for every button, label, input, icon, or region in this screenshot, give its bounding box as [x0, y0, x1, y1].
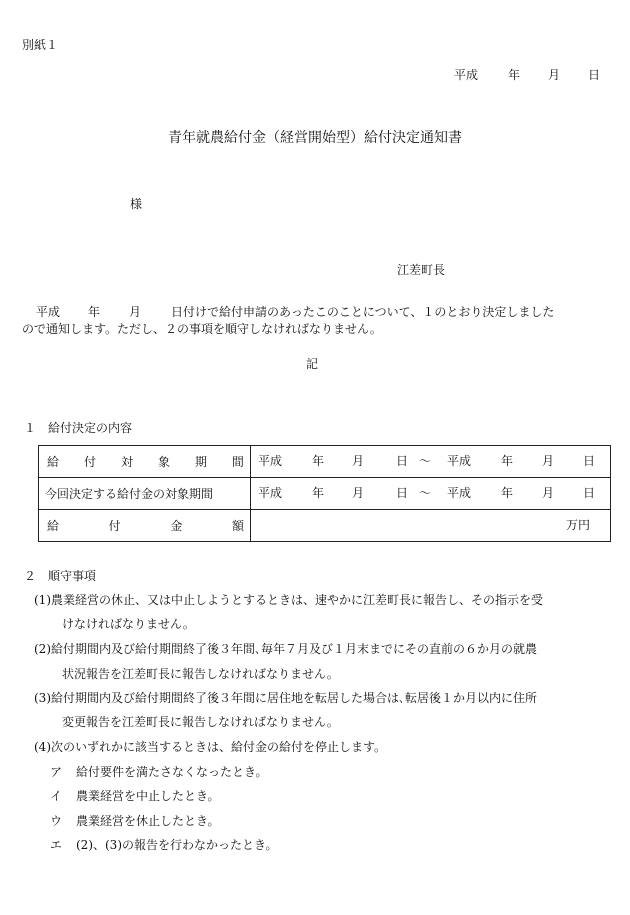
label-char: 付 [108, 518, 121, 533]
compliance-item-1-line1: (1)農業経営の休止、又は中止しようとするときは、速やかに江差町長に報告し、その指示を受 [34, 593, 544, 607]
period-era-start: 平成 [258, 486, 283, 500]
section2-number: ２ [24, 569, 37, 583]
body-year: 年 [88, 305, 101, 319]
body-month: 月 [129, 305, 142, 319]
subitem-a-mark: ア [50, 765, 63, 779]
label-char: 額 [231, 518, 244, 533]
period-era-start: 平成 [258, 454, 283, 468]
table-row [39, 446, 611, 478]
period-year-end: 年 [501, 454, 514, 468]
label-char: 給 [47, 454, 60, 469]
subitem-e-mark: エ [50, 838, 63, 852]
section1-heading: 給付決定の内容 [48, 421, 133, 435]
date-day-label: 日 [588, 68, 601, 82]
label-char: 給 [47, 518, 60, 533]
grant-period-value [251, 446, 611, 478]
compliance-item-2-line2: 状況報告を江差町長に報告しなければなりません。 [62, 667, 339, 681]
current-target-period-value [251, 478, 611, 510]
date-month-label: 月 [548, 68, 561, 82]
body-era: 平成 [36, 305, 61, 319]
grant-amount-value [251, 510, 611, 542]
label-current-target-period [39, 478, 251, 510]
label-char: 期 [194, 454, 207, 469]
compliance-item-2-line1: (2)給付期間内及び給付期間終了後３年間､毎年７月及び１月末までにその直前の６か月の就農 [34, 642, 538, 656]
label-text: 今回決定する給付金の対象期間 [45, 486, 214, 501]
period-day-start: 日 [396, 486, 409, 500]
subitem-i-text: 農業経営を中止したとき。 [76, 789, 220, 803]
compliance-item-4: (4)次のいずれかに該当するときは、給付金の給付を停止します。 [34, 740, 387, 754]
section2-heading: 順守事項 [48, 569, 97, 583]
period-era-end: 平成 [447, 486, 472, 500]
period-year-start: 年 [312, 486, 325, 500]
ki-label: 記 [306, 357, 319, 371]
period-month-start: 月 [352, 454, 365, 468]
label-char: 象 [157, 454, 170, 469]
date-era: 平成 [454, 68, 479, 82]
label-grant-period [39, 446, 251, 478]
grant-decision-table [38, 445, 611, 542]
body-line1-text: 日付けで給付申請のあったこのことについて、１のとおり決定しました [171, 305, 555, 319]
period-era-end: 平成 [447, 454, 472, 468]
period-day-end: 日 [583, 486, 596, 500]
subitem-e-text: (2)、(3)の報告を行わなかったとき。 [76, 838, 278, 852]
period-tilde: 〜 [419, 486, 432, 500]
attachment-label: 別紙１ [22, 38, 59, 52]
issue-date [420, 69, 600, 83]
subitem-i-mark: イ [50, 789, 63, 803]
period-month-end: 月 [542, 486, 555, 500]
period-month-start: 月 [352, 486, 365, 500]
body-line2: ので通知します。ただし、２の事項を順守しなければなりません。 [22, 322, 382, 336]
compliance-item-3-line1: (3)給付期間内及び給付期間終了後３年間に居住地を転居した場合は､転居後１か月以内に住所 [34, 691, 538, 705]
period-year-end: 年 [501, 486, 514, 500]
subitem-u-mark: ウ [50, 814, 63, 828]
period-month-end: 月 [542, 454, 555, 468]
section1-number: １ [24, 421, 37, 435]
compliance-item-3-line2: 変更報告を江差町長に報告しなければなりません。 [62, 715, 339, 729]
amount-unit: 万円 [565, 518, 590, 532]
label-grant-amount [39, 510, 251, 542]
table-row [39, 478, 611, 510]
document-title: 青年就農給付金（経営開始型）給付決定通知書 [168, 130, 462, 146]
subitem-a-text: 給付要件を満たさなくなったとき。 [76, 765, 268, 779]
period-tilde: 〜 [419, 454, 432, 468]
compliance-item-1-line2: けなければなりません。 [62, 617, 195, 631]
table-row [39, 510, 611, 542]
issuer-name: 江差町長 [397, 263, 446, 277]
date-year-label: 年 [508, 68, 521, 82]
subitem-u-text: 農業経営を休止したとき。 [76, 814, 220, 828]
period-day-end: 日 [583, 454, 596, 468]
label-char: 対 [120, 454, 133, 469]
period-year-start: 年 [312, 454, 325, 468]
notice-body [22, 300, 607, 338]
label-char: 付 [83, 454, 96, 469]
label-char: 間 [231, 454, 244, 469]
recipient-honorific: 様 [130, 197, 143, 211]
period-day-start: 日 [396, 454, 409, 468]
label-char: 金 [170, 518, 183, 533]
